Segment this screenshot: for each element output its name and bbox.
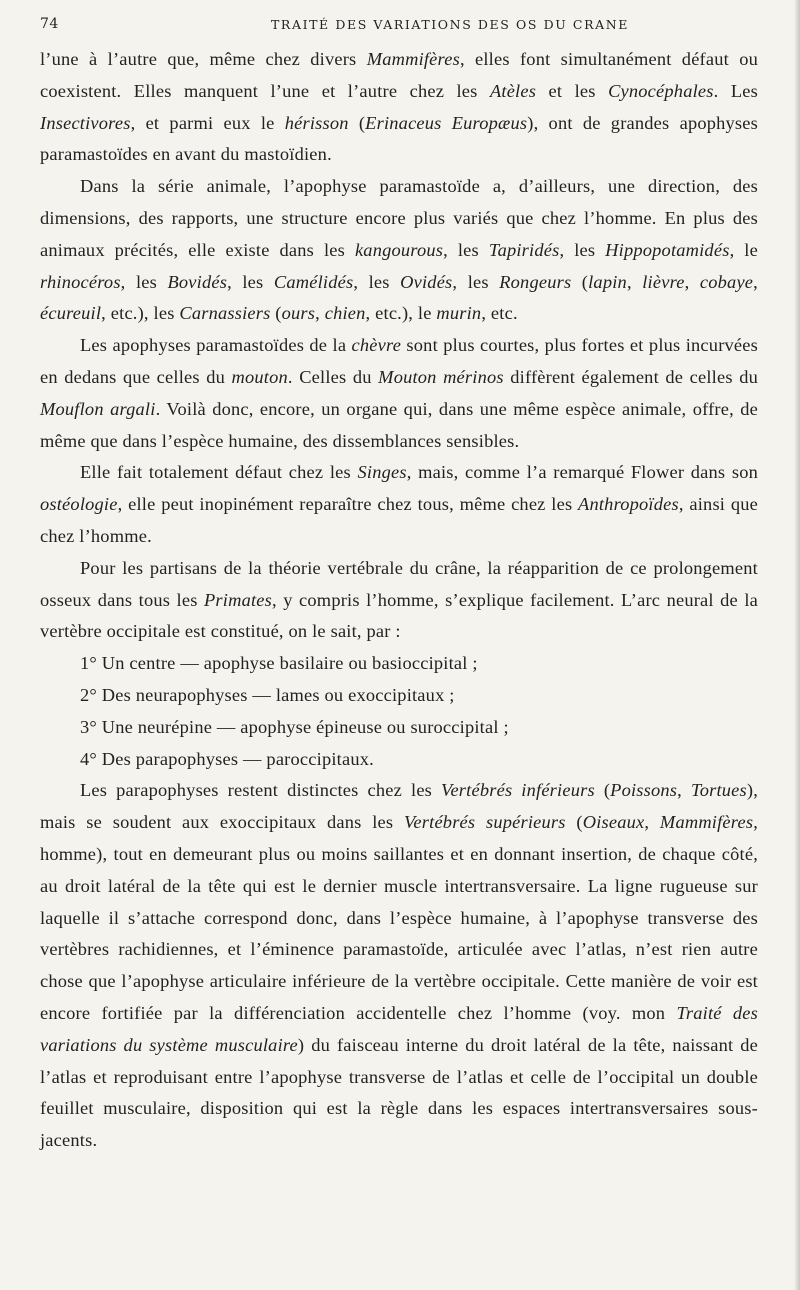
italic-text: kangourous xyxy=(354,239,444,260)
italic-text: Vertébrés supérieurs xyxy=(404,812,566,833)
italic-text: Traité des variations du système musculaire xyxy=(40,1002,758,1055)
text-run: , etc.), le xyxy=(365,303,437,324)
italic-text: Tapiridés xyxy=(488,239,560,260)
text-run: , xyxy=(684,271,700,292)
italic-text: ostéologie xyxy=(40,494,118,515)
text-run: , xyxy=(677,780,691,801)
text-run: ( xyxy=(270,303,282,324)
text-run: 3° Une neurépine — apophyse épineuse ou suroccipital ; xyxy=(80,716,509,737)
paragraph xyxy=(40,775,758,1157)
italic-text: Rongeurs xyxy=(499,271,572,292)
italic-text: Mouton mérinos xyxy=(378,366,504,387)
italic-text: Primates xyxy=(203,589,272,610)
text-run: , ainsi que chez l’homme. xyxy=(40,494,758,546)
paragraph xyxy=(40,330,758,457)
text-run: , les xyxy=(353,271,401,292)
text-run: . Les xyxy=(713,80,758,101)
text-run: ), mais se soudent aux exoccipitaux dans les xyxy=(40,780,758,833)
italic-text: Camélidés xyxy=(273,271,354,292)
text-run: , y compris l’homme, s’explique facilement. L’arc neural de la vertèbre occipitale est constitué, on le sait, par : xyxy=(40,589,758,642)
italic-text: Cynocéphales xyxy=(608,80,714,101)
italic-text: Hippopotamidés xyxy=(605,239,730,260)
italic-text: Atèles xyxy=(489,80,537,101)
italic-text: Poissons xyxy=(610,780,678,801)
paragraph xyxy=(40,457,758,552)
italic-text: écureuil xyxy=(40,303,102,324)
italic-text: Oiseaux xyxy=(582,812,645,833)
text-run: Les parapophyses restent distinctes chez les xyxy=(80,780,442,801)
text-run: . Celles du xyxy=(287,366,379,387)
paragraph xyxy=(40,171,758,330)
text-run: ( xyxy=(571,271,589,292)
italic-text: Mouflon argali xyxy=(40,398,156,419)
italic-text: Bovidés xyxy=(167,271,228,292)
italic-text: Tortues xyxy=(690,780,747,801)
text-run: , etc.), les xyxy=(101,303,180,324)
text-run: 2° Des neurapophyses — lames ou exoccipitaux ; xyxy=(80,684,455,705)
italic-text: Anthropoïdes xyxy=(578,494,679,515)
text-run: , mais, comme l’a remarqué Flower dans son xyxy=(406,462,758,483)
text-run: ( xyxy=(565,812,583,833)
italic-text: Insectivores xyxy=(40,112,131,133)
italic-text: cobaye xyxy=(699,271,754,292)
text-run: , les xyxy=(443,239,489,260)
text-run: , les xyxy=(227,271,274,292)
running-title: TRAITÉ DES VARIATIONS DES OS DU CRANE xyxy=(271,17,629,32)
italic-text: Erinaceus Europæus xyxy=(365,112,528,133)
text-run: , elle peut inopinément reparaître chez tous, même chez les xyxy=(117,494,579,515)
text-run: et les xyxy=(536,80,609,101)
page-edge-shadow xyxy=(794,0,800,1290)
text-run: , et parmi eux le xyxy=(130,112,285,133)
italic-text: chien xyxy=(324,303,366,324)
text-run: ( xyxy=(348,112,366,133)
italic-text: Vertébrés inférieurs xyxy=(441,780,595,801)
italic-text: rhinocéros xyxy=(40,271,121,292)
text-run: , les xyxy=(120,271,168,292)
text-run: . Voilà donc, encore, un organe qui, dans une même espèce animale, offre, de même que dans l’espèce humaine, des dissemblances sensibles. xyxy=(40,398,759,451)
list-item xyxy=(40,744,758,776)
list-item xyxy=(40,680,758,712)
text-run: ) du faisceau interne du droit latéral de la tête, naissant de l’atlas et reproduisant entre l’apophyse transverse de l’atlas et celle de l’occipital un double feuillet musculaire, disposition qui est la règle dans les espaces intertransversaires sous-jacents. xyxy=(40,1034,759,1151)
italic-text: chèvre xyxy=(351,335,402,356)
text-run: l’une à l’autre que, même chez divers xyxy=(40,49,367,69)
italic-text: murin xyxy=(436,303,482,324)
body-text xyxy=(40,44,758,1157)
text-run: , xyxy=(753,271,758,292)
text-run: , xyxy=(626,271,643,292)
text-run: , xyxy=(644,812,660,833)
text-run: , le xyxy=(729,239,758,260)
text-run: Dans la série animale, l’apophyse paramastoïde a, d’ailleurs, une direction, des dimensions, des rapports, une structure encore plus variés que chez l’homme. En plus des animaux précités, elle existe dans les xyxy=(40,176,758,260)
paragraph xyxy=(40,553,758,648)
text-run: , les xyxy=(559,239,606,260)
italic-text: Mammifères xyxy=(366,49,460,69)
text-run: diffèrent également de celles du xyxy=(503,366,758,387)
list-item xyxy=(40,648,758,680)
italic-text: Carnassiers xyxy=(179,303,271,324)
page-header xyxy=(40,14,760,38)
text-run: , les xyxy=(452,271,500,292)
italic-text: hérisson xyxy=(284,112,349,133)
text-run: , elles font simultanément défaut ou coexistent. Elles manquent l’une et l’autre chez les xyxy=(40,49,759,101)
italic-text: Mammifères xyxy=(659,812,754,833)
italic-text: Singes xyxy=(357,462,407,483)
italic-text: Ovidés xyxy=(400,271,453,292)
italic-text: ours xyxy=(281,303,316,324)
list-item xyxy=(40,712,758,744)
text-run: 4° Des parapophyses — paroccipitaux. xyxy=(80,748,374,769)
text-run: ( xyxy=(594,780,611,801)
text-run: 1° Un centre — apophyse basilaire ou basioccipital ; xyxy=(80,653,478,674)
text-run: Elle fait totalement défaut chez les xyxy=(80,462,358,483)
italic-text: mouton xyxy=(231,366,288,387)
text-run: Les apophyses paramastoïdes de la xyxy=(80,335,352,356)
page-number: 74 xyxy=(40,16,59,32)
text-run: , xyxy=(315,303,325,324)
paragraph xyxy=(40,44,758,171)
text-run: , homme), tout en demeurant plus ou moins saillantes et en donnant insertion, de chaque côté, au droit latéral de la tête qui est le dernier muscle intertransversaire. La ligne rugueuse sur laquelle il s’attache correspond donc, dans l’espèce humaine, à l’apophyse transverse des vertèbres rachidiennes, et l’éminence paramastoïde, articulée avec l’atlas, n’est rien autre chose que l’apophyse articulaire inférieure de la vertèbre occipitale. Cette manière de voir est encore fortifiée par la différenciation accidentelle chez l’homme (voy. mon xyxy=(40,812,758,1023)
text-run: Pour les partisans de la théorie vertébrale du crâne, la réapparition de ce prolongement osseux dans tous les xyxy=(40,557,758,610)
text-run: , etc. xyxy=(481,303,518,324)
italic-text: lapin xyxy=(588,271,627,292)
text-run: ), ont de grandes apophyses paramastoïdes en avant du mastoïdien. xyxy=(40,112,758,165)
text-run: sont plus courtes, plus fortes et plus incurvées en dedans que celles du xyxy=(40,335,758,387)
italic-text: lièvre xyxy=(642,271,685,292)
